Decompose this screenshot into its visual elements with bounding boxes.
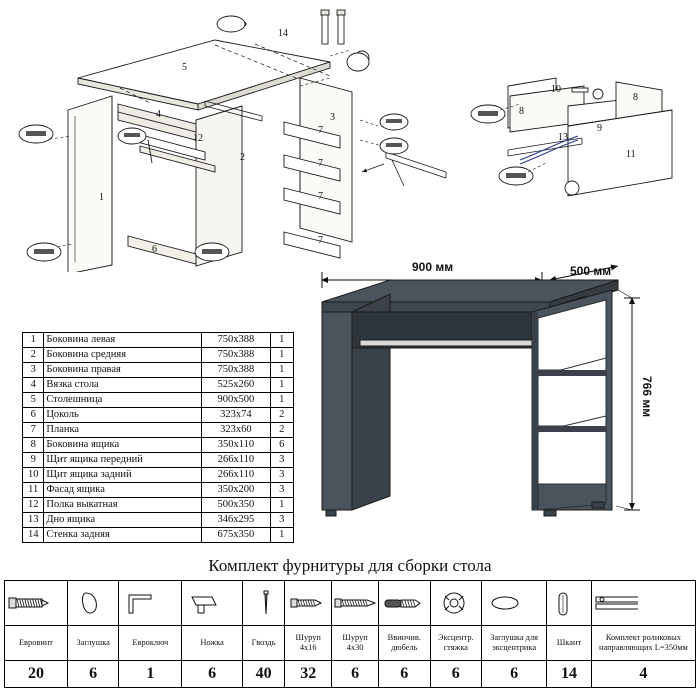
screw-4x30-icon: [332, 581, 379, 626]
hardware-count: 40: [242, 661, 284, 688]
part-name: Дно ящика: [44, 513, 202, 528]
part-name: Планка: [44, 423, 202, 438]
hardware-count: 6: [379, 661, 430, 688]
hardware-kit-title: Комплект фурнитуры для сборки стола: [208, 556, 492, 575]
cap-icon: [67, 581, 118, 626]
part-quantity: 1: [270, 363, 293, 378]
hardware-label: Евроключ: [119, 626, 182, 661]
table-row: [23, 438, 294, 453]
table-row: [23, 348, 294, 363]
part-name: Стенка задняя: [44, 528, 202, 543]
part-quantity: 3: [270, 483, 293, 498]
callout-8a: 8: [519, 106, 524, 117]
slide-rail-set-icon: [591, 581, 695, 626]
part-number: 14: [23, 528, 44, 543]
part-name: Щит ящика задний: [44, 468, 202, 483]
part-dimension: 900x500: [202, 393, 270, 408]
part-dimension: 323x60: [202, 423, 270, 438]
part-dimension: 500x350: [202, 498, 270, 513]
part-name: Боковина правая: [44, 363, 202, 378]
hardware-count: 6: [481, 661, 546, 688]
table-row: [23, 483, 294, 498]
table-row: [23, 378, 294, 393]
hardware-kit-table: [4, 580, 696, 688]
table-row: [23, 408, 294, 423]
hardware-label: Шуруп 4x16: [285, 626, 332, 661]
hardware-label: Заглушка: [67, 626, 118, 661]
hardware-count: 6: [430, 661, 481, 688]
dimension-width: 900 мм: [412, 260, 454, 274]
part-number: 13: [23, 513, 44, 528]
part-number: 3: [23, 363, 44, 378]
part-dimension: 675x350: [202, 528, 270, 543]
part-dimension: 323x74: [202, 408, 270, 423]
callout-1: 1: [99, 192, 104, 203]
part-quantity: 1: [270, 393, 293, 408]
table-row: [23, 363, 294, 378]
part-quantity: 1: [270, 333, 293, 348]
part-quantity: 3: [270, 453, 293, 468]
hardware-count: 32: [285, 661, 332, 688]
hardware-label: Ножка: [182, 626, 243, 661]
part-number: 11: [23, 483, 44, 498]
dimension-depth: 500 мм: [570, 264, 612, 278]
part-dimension: 750x388: [202, 363, 270, 378]
part-quantity: 1: [270, 348, 293, 363]
part-name: Боковина средняя: [44, 348, 202, 363]
foot-icon: [182, 581, 243, 626]
callout-14: 14: [278, 28, 288, 39]
part-dimension: 346x295: [202, 513, 270, 528]
part-number: 6: [23, 408, 44, 423]
hardware-count: 6: [67, 661, 118, 688]
table-row: [23, 453, 294, 468]
callout-7b: 7: [318, 158, 323, 169]
nail-icon: [242, 581, 284, 626]
hardware-label: Евровинт: [5, 626, 68, 661]
part-name: Полка выкатная: [44, 498, 202, 513]
part-quantity: 3: [270, 468, 293, 483]
hardware-count: 14: [547, 661, 592, 688]
callout-12: 12: [193, 133, 203, 144]
dimension-height: 766 мм: [640, 376, 654, 418]
table-row: [23, 423, 294, 438]
hardware-label: Гвоздь: [242, 626, 284, 661]
part-quantity: 1: [270, 528, 293, 543]
part-dimension: 266x110: [202, 468, 270, 483]
table-row: [23, 468, 294, 483]
hardware-label: Ввинчив. дюбель: [379, 626, 430, 661]
hardware-label: Шуруп 4x30: [332, 626, 379, 661]
screw-4x16-icon: [285, 581, 332, 626]
part-number: 1: [23, 333, 44, 348]
part-dimension: 525x260: [202, 378, 270, 393]
allen-key-icon: [119, 581, 182, 626]
part-quantity: 1: [270, 378, 293, 393]
exploded-assembly-diagram: [0, 0, 700, 270]
part-dimension: 750x388: [202, 333, 270, 348]
part-name: Вязка стола: [44, 378, 202, 393]
callout-3: 3: [330, 112, 335, 123]
hardware-count: 1: [119, 661, 182, 688]
hardware-label: Заглушка для эксцентрика: [481, 626, 546, 661]
table-row: [23, 513, 294, 528]
part-quantity: 6: [270, 438, 293, 453]
callout-8b: 8: [633, 92, 638, 103]
part-name: Боковина ящика: [44, 438, 202, 453]
callout-7d: 7: [318, 235, 323, 246]
part-number: 12: [23, 498, 44, 513]
callout-9: 9: [597, 123, 602, 134]
part-number: 2: [23, 348, 44, 363]
part-quantity: 2: [270, 408, 293, 423]
part-number: 10: [23, 468, 44, 483]
callout-10: 10: [551, 84, 561, 95]
table-row: [23, 393, 294, 408]
part-dimension: 350x200: [202, 483, 270, 498]
part-name: Боковина левая: [44, 333, 202, 348]
part-name: Фасад ящика: [44, 483, 202, 498]
eccentric-cap-icon: [481, 581, 546, 626]
part-quantity: 2: [270, 423, 293, 438]
parts-list-table: [22, 332, 294, 543]
euro-screw-icon: [5, 581, 68, 626]
hardware-count: 20: [5, 661, 68, 688]
hardware-count: 4: [591, 661, 695, 688]
part-dimension: 750x388: [202, 348, 270, 363]
screw-in-dowel-icon: [379, 581, 430, 626]
hardware-label: Комплект роликовых направляющих L=350мм: [591, 626, 695, 661]
part-dimension: 350x110: [202, 438, 270, 453]
part-name: Столешница: [44, 393, 202, 408]
table-row: [23, 528, 294, 543]
part-number: 4: [23, 378, 44, 393]
table-row: [23, 333, 294, 348]
callout-5: 5: [182, 62, 187, 73]
part-number: 7: [23, 423, 44, 438]
callout-2: 2: [240, 152, 245, 163]
callout-7a: 7: [318, 125, 323, 136]
callout-4: 4: [156, 109, 161, 120]
callout-13: 13: [558, 132, 568, 143]
assembled-desk-render: [300, 258, 698, 558]
part-number: 8: [23, 438, 44, 453]
callout-6: 6: [152, 244, 157, 255]
part-quantity: 3: [270, 513, 293, 528]
hardware-label: Эксцентр. стяжка: [430, 626, 481, 661]
part-number: 5: [23, 393, 44, 408]
part-quantity: 1: [270, 498, 293, 513]
table-row: [23, 498, 294, 513]
eccentric-tie-icon: [430, 581, 481, 626]
callout-7c: 7: [318, 191, 323, 202]
part-number: 9: [23, 453, 44, 468]
part-dimension: 266x110: [202, 453, 270, 468]
dowel-icon: [547, 581, 592, 626]
part-name: Щит ящика передний: [44, 453, 202, 468]
hardware-label: Шкант: [547, 626, 592, 661]
callout-11: 11: [626, 149, 636, 160]
hardware-count: 6: [332, 661, 379, 688]
hardware-count: 6: [182, 661, 243, 688]
part-name: Цоколь: [44, 408, 202, 423]
